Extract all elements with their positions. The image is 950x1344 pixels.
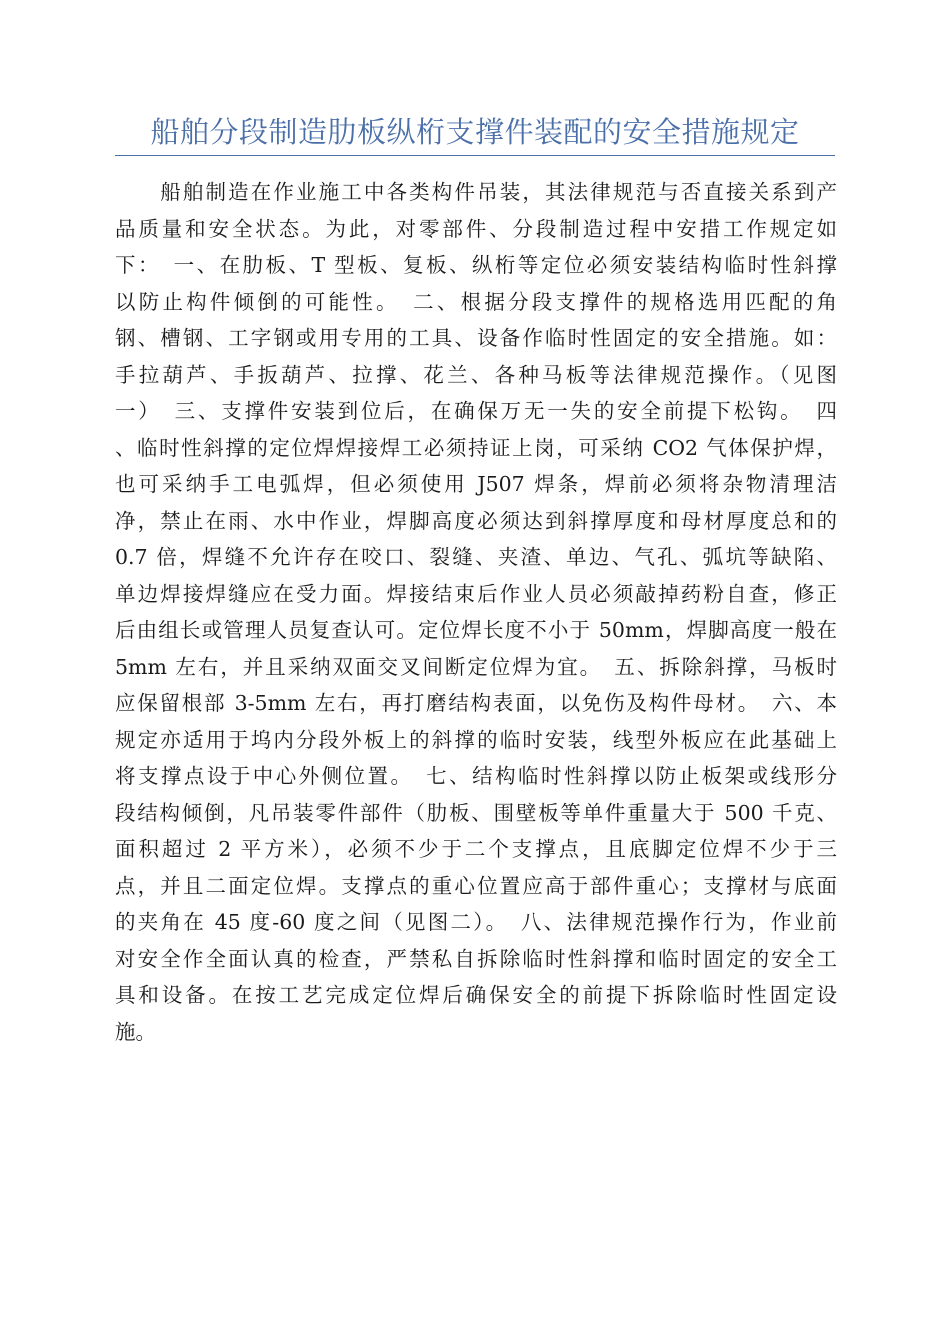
text-line: 也可采纳手工电弧焊，但必须使用 J507 焊条，焊前必须将杂物清理洁	[115, 472, 837, 496]
title-underline	[115, 155, 835, 156]
text-line: 规定亦适用于坞内分段外板上的斜撑的临时安装，线型外板应在此基础上	[115, 727, 837, 752]
text-line: 品质量和安全状态。为此，对零部件、分段制造过程中安措工作规定如	[115, 216, 837, 241]
text-line: 将支撑点设于中心外侧位置。 七、结构临时性斜撑以防止板架或线形分	[115, 764, 837, 788]
text-line: 、临时性斜撑的定位焊焊接焊工必须持证上岗，可采纳 CO2 气体保护焊，	[115, 435, 837, 460]
text-line: 单边焊接焊缝应在受力面。焊接结束后作业人员必须敲掉药粉自查，修正	[115, 581, 837, 606]
text-line: 5mm 左右，并且采纳双面交叉间断定位焊为宜。 五、拆除斜撑，马板时	[115, 654, 837, 679]
text-line: 施。	[115, 1019, 156, 1044]
text-line: 后由组长或管理人员复查认可。定位焊长度不小于 50mm，焊脚高度一般在	[115, 618, 837, 642]
text-line: 钢、槽钢、工字钢或用专用的工具、设备作临时性固定的安全措施。如：	[115, 326, 837, 350]
text-line: 净，禁止在雨、水中作业，焊脚高度必须达到斜撑厚度和母材厚度总和的	[115, 508, 837, 533]
text-line: 一） 三、支撑件安装到位后，在确保万无一失的安全前提下松钩。 四	[115, 399, 837, 423]
text-line: 0.7 倍，焊缝不允许存在咬口、裂缝、夹渣、单边、气孔、弧坑等缺陷、	[115, 545, 837, 569]
text-line: 面积超过 2 平方米），必须不少于二个支撑点，且底脚定位焊不少于三	[115, 837, 837, 861]
text-line: 应保留根部 3-5mm 左右，再打磨结构表面，以免伤及构件母材。 六、本	[115, 691, 837, 715]
document-title: 船舶分段制造肋板纵桁支撑件装配的安全措施规定	[150, 115, 800, 149]
text-line: 的夹角在 45 度-60 度之间（见图二）。 八、法律规范操作行为，作业前	[115, 910, 837, 934]
text-line: 段结构倾倒，凡吊装零件部件（肋板、围壁板等单件重量大于 500 千克、	[115, 800, 837, 825]
text-line: 点，并且二面定位焊。支撑点的重心位置应高于部件重心；支撑材与底面	[115, 873, 837, 898]
text-line: 对安全作全面认真的检查，严禁私自拆除临时性斜撑和临时固定的安全工	[115, 946, 837, 971]
text-line: 船舶制造在作业施工中各类构件吊装，其法律规范与否直接关系到产	[115, 180, 837, 204]
document-body	[115, 174, 837, 1050]
text-line: 具和设备。在按工艺完成定位焊后确保安全的前提下拆除临时性固定设	[115, 983, 837, 1007]
text-line: 下： 一、在肋板、T 型板、复板、纵桁等定位必须安装结构临时性斜撑	[115, 253, 837, 277]
text-line: 手拉葫芦、手扳葫芦、拉撑、花兰、各种马板等法律规范操作。（见图	[115, 362, 837, 387]
text-line: 以防止构件倾倒的可能性。 二、根据分段支撑件的规格选用匹配的角	[115, 289, 837, 314]
